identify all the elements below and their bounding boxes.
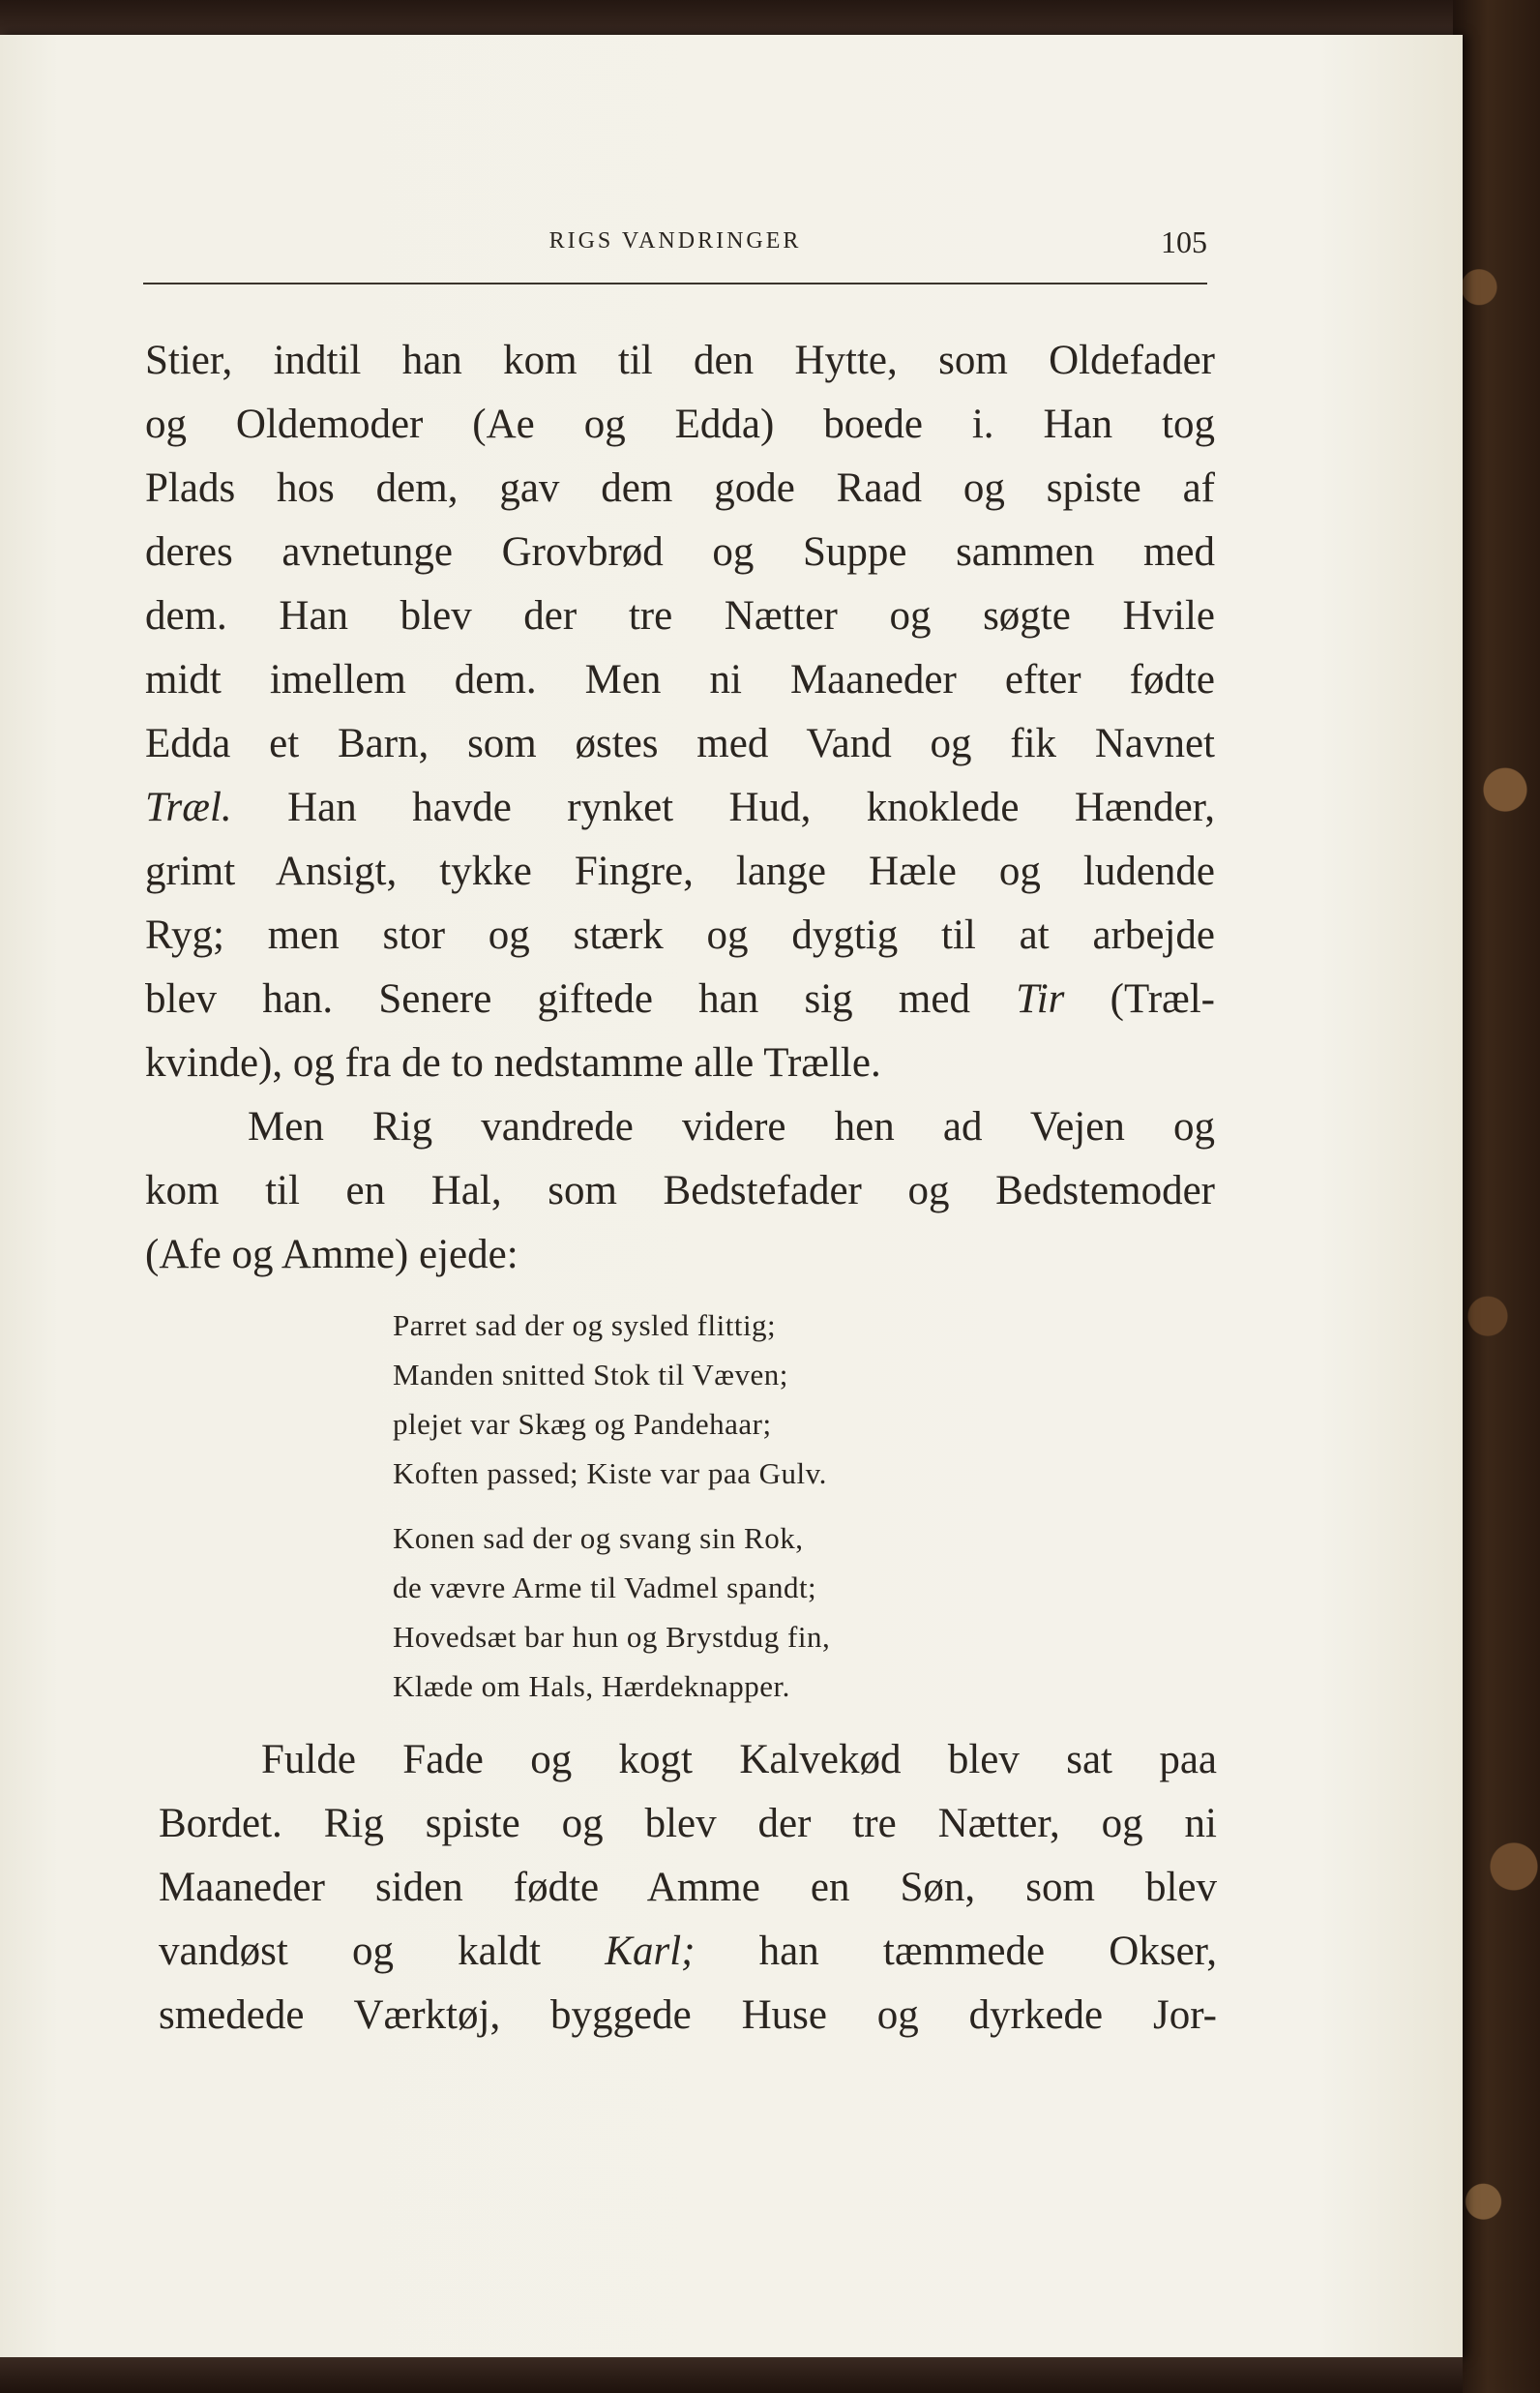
verse-stanza-2 (393, 1513, 1012, 1711)
verse-line: Klæde om Hals, Hærdeknapper. (393, 1669, 790, 1703)
prose-line: kom til en Hal, som Bedstefader og Bedstemoder (145, 1168, 1215, 1213)
verse-line: Konen sad der og svang sin Rok, (393, 1521, 804, 1555)
prose-line: Plads hos dem, gav dem gode Raad og spiste af (145, 465, 1215, 511)
running-title: RIGS VANDRINGER (548, 228, 802, 254)
prose-line: Maaneder siden fødte Amme en Søn, som blev (159, 1865, 1217, 1910)
prose-line: smedede Værktøj, byggede Huse og dyrkede Jor- (159, 1992, 1217, 2038)
prose-line: Ryg; men stor og stærk og dygtig til at arbejde (145, 912, 1215, 958)
scan-bottom-edge (0, 2357, 1463, 2393)
prose-line: grimt Ansigt, tykke Fingre, lange Hæle og ludende (145, 849, 1215, 894)
prose-line: kvinde), og fra de to nedstamme alle Trælle. (145, 1040, 881, 1086)
italic-word-tir: Tir (1016, 976, 1065, 1022)
verse-line: de vævre Arme til Vadmel spandt; (393, 1570, 817, 1604)
prose-fragment: vandøst og kaldt (159, 1929, 606, 1974)
prose-block-bottom (159, 1728, 1217, 2048)
verse-block (393, 1301, 1012, 1726)
prose-line: Edda et Barn, som østes med Vand og fik Navnet (145, 721, 1215, 766)
prose-line: midt imellem dem. Men ni Maaneder efter fødte (145, 657, 1215, 703)
prose-line: dem. Han blev der tre Nætter og søgte Hvile (145, 593, 1215, 639)
prose-line-indented: Men Rig vandrede videre hen ad Vejen og (248, 1104, 1215, 1150)
prose-fragment: Han havde rynket Hud, knoklede Hænder, (231, 785, 1215, 830)
italic-word-trael: Træl. (145, 785, 232, 830)
scan-top-edge (0, 0, 1540, 39)
running-head (143, 223, 1207, 281)
verse-line: Parret sad der og sysled flittig; (393, 1308, 777, 1342)
prose-line: Stier, indtil han kom til den Hytte, som Oldefader (145, 338, 1215, 383)
prose-fragment: (Træl- (1064, 976, 1215, 1022)
prose-block-top (145, 329, 1215, 1287)
header-rule (143, 283, 1207, 284)
prose-line (145, 776, 1215, 840)
italic-word-karl: Karl; (605, 1929, 696, 1974)
book-cover-edge (1453, 0, 1540, 2393)
verse-line: Manden snitted Stok til Væven; (393, 1358, 788, 1391)
verse-line: plejet var Skæg og Pandehaar; (393, 1407, 772, 1441)
prose-fragment: blev han. Senere giftede han sig med (145, 976, 1017, 1022)
verse-stanza-1 (393, 1301, 1012, 1498)
page-number: 105 (1161, 224, 1207, 259)
verse-line: Hovedsæt bar hun og Brystdug fin, (393, 1620, 831, 1654)
prose-line: Bordet. Rig spiste og blev der tre Nætter, og ni (159, 1801, 1217, 1846)
prose-line: og Oldemoder (Ae og Edda) boede i. Han tog (145, 402, 1215, 447)
prose-line (159, 1920, 1217, 1984)
prose-line: (Afe og Amme) ejede: (145, 1232, 518, 1277)
prose-line-indented: Fulde Fade og kogt Kalvekød blev sat paa (261, 1737, 1217, 1782)
prose-line (145, 968, 1215, 1032)
verse-line: Koften passed; Kiste var paa Gulv. (393, 1456, 827, 1490)
prose-fragment: han tæmmede Okser, (695, 1929, 1217, 1974)
prose-line: deres avnetunge Grovbrød og Suppe sammen med (145, 529, 1215, 575)
